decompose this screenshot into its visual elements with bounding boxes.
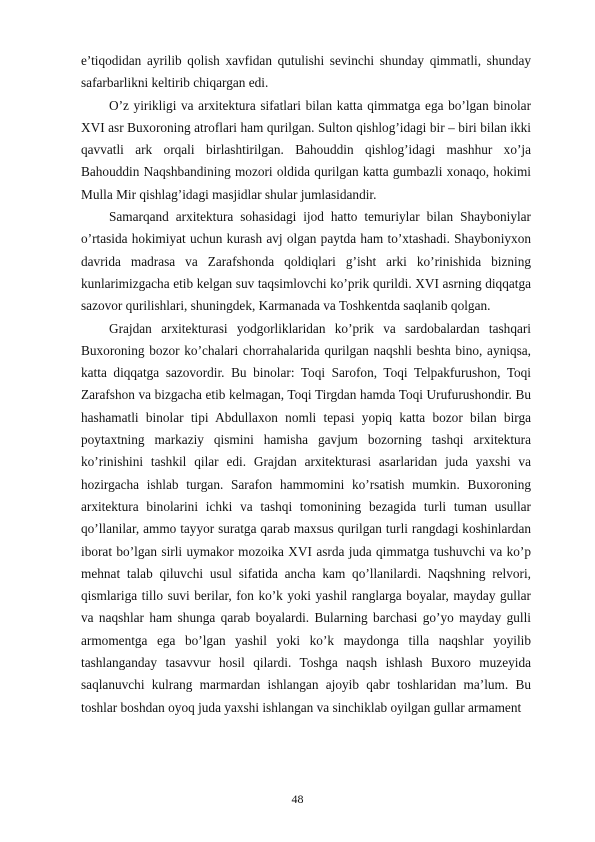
body-text [81, 50, 531, 719]
paragraph-4: Grajdan arxitekturasi yodgorliklaridan ko’prik va sardobalardan tashqari Buxoroning bozor ko’chalari chorrahalarida qurilgan naqshli beshta bino, ayniqsa, katta diqqatga sazovordir. Bu binolar: Toqi Sarofon, Toqi Telpakfurushon, Toqi Zarafshon va bizgacha etib kelmagan, Toqi Tirgdan hamda Toqi Urufurushondir. Bu hashamatli binolar tipi Abdullaxon nomli tepasi yopiq katta bozor bilan birga poytaxtning markaziy qismini hamisha gavjum bozorning tashqi arxitektura ko’rinishini tashkil qilar edi. Grajdan arxitekturasi asarlaridan juda yaxshi va hozirgacha ishlab turgan. Sarafon hammomini ko’rsatish mumkin. Buxoroning arxitektura binolarini ichki va tashqi tomonining bezagida turli tuman usullar qo’llanilar, ammo tayyor suratga qarab maxsus qurilgan turli rangdagi koshinlardan iborat bo’lgan sirli uymakor mozoika XVI asrda juda qimmatga tushuvchi va ko’p mehnat talab qiluvchi usul sifatida ancha kam qo’llanilardi. Naqshning relvori, qismlariga tillo suvi berilar, fon ko’k yoki yashil ranglarga boyalar, mayday gullar va naqshlar ham shunga qarab boyalardi. Bularning barchasi go’yo mayday gulli armomentga ega bo’lgan yashil yoki ko’k maydonga tilla naqshlar yoyilib tashlanganday tasavvur hosil qilardi. Toshga naqsh ishlash Buxoro muzeyida saqlanuvchi kulrang marmardan ishlangan ajoyib qabr toshlaridan ma’lum. Bu toshlar boshdan oyoq juda yaxshi ishlangan va sinchiklab oyilgan gullar armament [81, 320, 531, 715]
page-number: 48 [291, 792, 304, 806]
paragraph-3: Samarqand arxitektura sohasidagi ijod hatto temuriylar bilan Shayboniylar o’rtasida hokimiyat uchun kurash avj olgan paytda ham to’xtashadi. Shayboniyxon davrida madrasa va Zarafshonda qoldiqlari g’isht arki ko’rinishida bizning kunlarimizgacha etib kelgan suv taqsimlovchi ko’prik qurildi. XVI asrning diqqatga sazovor qurilishlari, shuningdek, Karmanada va Toshkentda saqlanib qolgan. [81, 209, 531, 314]
paragraph-2: O’z yirikligi va arxitektura sifatlari bilan katta qimmatga ega bo’lgan binolar XVI asr Buxoroning atroflari ham qurilgan. Sulton qishlog’idagi bir – biri bilan ikki qavvatli ark orqali birlashtirilgan. Bahouddin qishlog’idagi mashhur xo’ja Bahouddin Naqshbandining mozori oldida qurilgan katta gumbazli xonaqo, hokimi Mulla Mir qishlag’idagi masjidlar shular jumlasidandir. [81, 97, 531, 202]
paragraph-1: e’tiqodidan ayrilib qolish xavfidan qutulishi sevinchi shunday qimmatli, shunday safarbarlikni keltirib chiqargan edi. [81, 53, 531, 91]
